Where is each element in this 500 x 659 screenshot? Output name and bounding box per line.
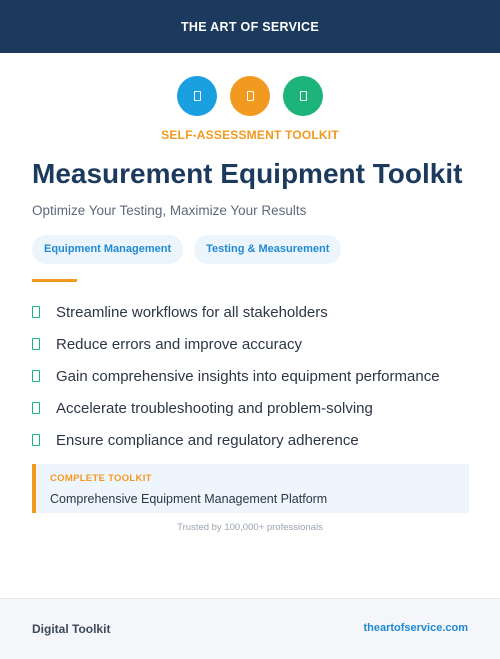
orange-circle-icon <box>230 76 270 116</box>
brand-name: THE ART OF SERVICE <box>180 19 320 34</box>
benefit-text: Gain comprehensive insights into equipment performance <box>56 367 440 385</box>
checkbox-icon <box>32 370 40 382</box>
tag-testing-measurement[interactable]: Testing & Measurement <box>194 235 341 264</box>
document-icon <box>300 91 307 101</box>
document-icon <box>247 91 254 101</box>
page-title: Measurement Equipment Toolkit <box>32 158 463 189</box>
blue-circle-icon <box>177 76 217 116</box>
list-item <box>32 296 440 328</box>
benefit-text: Accelerate troubleshooting and problem-solving <box>56 399 373 417</box>
callout-text: Comprehensive Equipment Management Platform <box>50 492 328 506</box>
tag-equipment-management[interactable]: Equipment Management <box>32 235 183 264</box>
benefit-text: Streamline workflows for all stakeholders <box>56 303 328 321</box>
green-circle-icon <box>283 76 323 116</box>
website-link[interactable]: theartofservice.com <box>363 622 468 634</box>
toolkit-callout <box>32 464 469 513</box>
footer-label: Digital Toolkit <box>32 622 111 636</box>
benefit-text: Ensure compliance and regulatory adherence <box>56 431 359 449</box>
list-item <box>32 392 440 424</box>
list-item <box>32 424 440 456</box>
list-item <box>32 360 440 392</box>
checkbox-icon <box>32 306 40 318</box>
kicker-label: SELF-ASSESSMENT TOOLKIT <box>161 128 339 142</box>
trust-note: Trusted by 100,000+ professionals <box>177 522 323 533</box>
footer-bar <box>0 598 500 659</box>
list-item <box>32 328 440 360</box>
checkbox-icon <box>32 434 40 446</box>
document-icon <box>194 91 201 101</box>
benefit-text: Reduce errors and improve accuracy <box>56 335 302 353</box>
subtitle: Optimize Your Testing, Maximize Your Results <box>32 203 307 218</box>
icon-row <box>0 76 500 116</box>
header-bar <box>0 0 500 53</box>
benefit-list <box>32 296 440 456</box>
callout-label: COMPLETE TOOLKIT <box>50 473 152 484</box>
checkbox-icon <box>32 402 40 414</box>
tag-list <box>32 235 341 264</box>
checkbox-icon <box>32 338 40 350</box>
accent-divider <box>32 279 77 282</box>
